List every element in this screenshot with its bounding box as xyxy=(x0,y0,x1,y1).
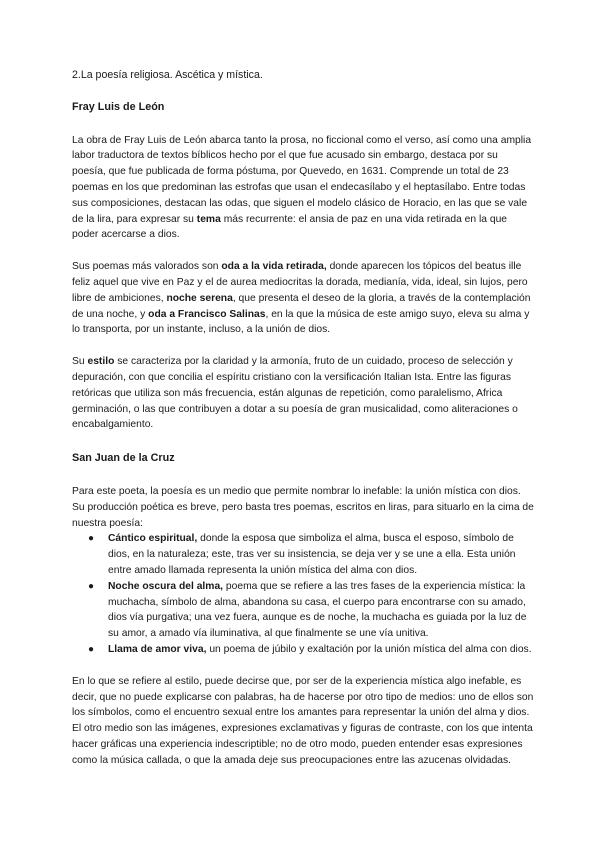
poem-title: Cántico espiritual, xyxy=(108,533,198,545)
paragraph-luis-overview xyxy=(72,133,534,244)
section-heading: 2.La poesía religiosa. Ascética y mística. xyxy=(72,69,263,81)
paragraph-luis-style xyxy=(72,354,534,433)
text-run: , que presenta el deseo de la gloria, a través de la contemplación de una noche, y xyxy=(72,292,531,320)
emphasis-noche-serena: noche serena xyxy=(166,292,233,304)
author-heading-juan: San Juan de la Cruz xyxy=(72,452,175,465)
text-run: La obra de Fray Luis de León abarca tanto la prosa, no ficcional como el verso, así como una amplia labor traductora de textos bíblicos hecho por el que fue acusado sin embargo, destaca por su poesía, que fue publicada de forma póstuma, por Quevedo, en 1631. Comprende un total de 23 poemas en los que predominan las estrofas que usan el endecasílabo y el heptasílabo. Entre todas sus composiciones, destacan las odas, que siguen el modelo clásico de Horacio, en las que se vale de la lira, para expresar su xyxy=(72,134,532,225)
paragraph-juan-style: En lo que se refiere al estilo, puede decirse que, por ser de la experiencia mística algo inefable, es decir, que no puede explicarse con palabras, ha de hacerse por otro tipo de medios: uno de ellos son los símbolos, como el encuentro sexual entre los amantes para representar la unión del alma y dios. El otro medio son las imágenes, expresiones exclamativas y figuras de contraste, con los que intenta hacer gráficas una experiencia indescriptible; no de otro modo, pueden entender esas expresiones como la música callada, o que la amada deje sus preocupaciones entre las azucenas olvidadas. xyxy=(72,675,534,766)
paragraph-luis-poems xyxy=(72,259,534,338)
bullet-icon: ● xyxy=(88,643,95,655)
paragraph-juan-intro: Para este poeta, la poesía es un medio que permite nombrar lo inefable: la unión mística con dios. Su producción poética es breve, pero basta tres poemas, escritos en liras, para situarlo en la cima de nuestra poesía: xyxy=(72,485,534,529)
poem-title: Llama de amor viva, xyxy=(108,643,207,655)
poem-description: un poema de júbilo y exaltación por la unión mística del alma con dios. xyxy=(206,643,532,655)
emphasis-tema: tema xyxy=(196,213,221,225)
list-item xyxy=(72,642,534,658)
text-run: , en la que la música de este amigo suyo, eleva su alma y lo transporta, por un instante, incluso, a la unión de dios. xyxy=(72,308,530,336)
emphasis-oda-vida-retirada: oda a la vida retirada, xyxy=(221,261,327,273)
emphasis-estilo: estilo xyxy=(87,356,115,368)
text-run: Su xyxy=(72,356,88,368)
list-item xyxy=(72,579,534,642)
poem-title: Noche oscura del alma, xyxy=(108,580,224,592)
poem-list xyxy=(72,531,534,657)
text-run: más recurrente: el ansia de paz en una vida retirada en la que poder acercarse a dios. xyxy=(72,213,508,241)
text-run: se caracteriza por la claridad y la armonía, fruto de un cuidado, proceso de selección y depuración, con que concilia el espíritu cristiano con la versificación Italian Ista. Entre las figuras retóricas que utiliza son más frecuencia, están algunas de repetición, como paralelismo, Africa germinación, o las que contribuyen a dotar a su poesía de gran musicalidad, como aliteraciones o encabalgamiento. xyxy=(72,356,518,431)
poem-description: poema que se refiere a las tres fases de la experiencia mística: la muchacha, símbolo de alma, abandona su casa, el cuerpo para encontrarse con su amado, dios vía purgativa; una vez fuera, aunque es de noche, la muchacha es guiada por la luz de su amor, a amado vía iluminativa, al que finalmente se une vía unitiva. xyxy=(108,580,527,640)
document-page xyxy=(72,68,534,784)
bullet-icon: ● xyxy=(88,533,95,545)
text-run: donde aparecen los tópicos del beatus ille feliz aquel que vive en Paz y el de aurea mediocritas la dorada, medianía, vida, ideal, sin lujos, pero libre de ambiciones, xyxy=(72,261,528,304)
emphasis-oda-francisco-salinas: oda a Francisco Salinas xyxy=(148,308,266,320)
text-run: Sus poemas más valorados son xyxy=(72,261,222,273)
poem-description: donde la esposa que simboliza el alma, busca el esposo, símbolo de dios, en la naturaleza; este, tras ver su insistencia, se deja ver y se une a ella. Esta unión entre amado llamada representa la unión mística del alma con dios. xyxy=(108,533,516,576)
author-heading-luis: Fray Luis de León xyxy=(72,100,165,113)
list-item xyxy=(72,531,534,578)
bullet-icon: ● xyxy=(88,580,95,592)
